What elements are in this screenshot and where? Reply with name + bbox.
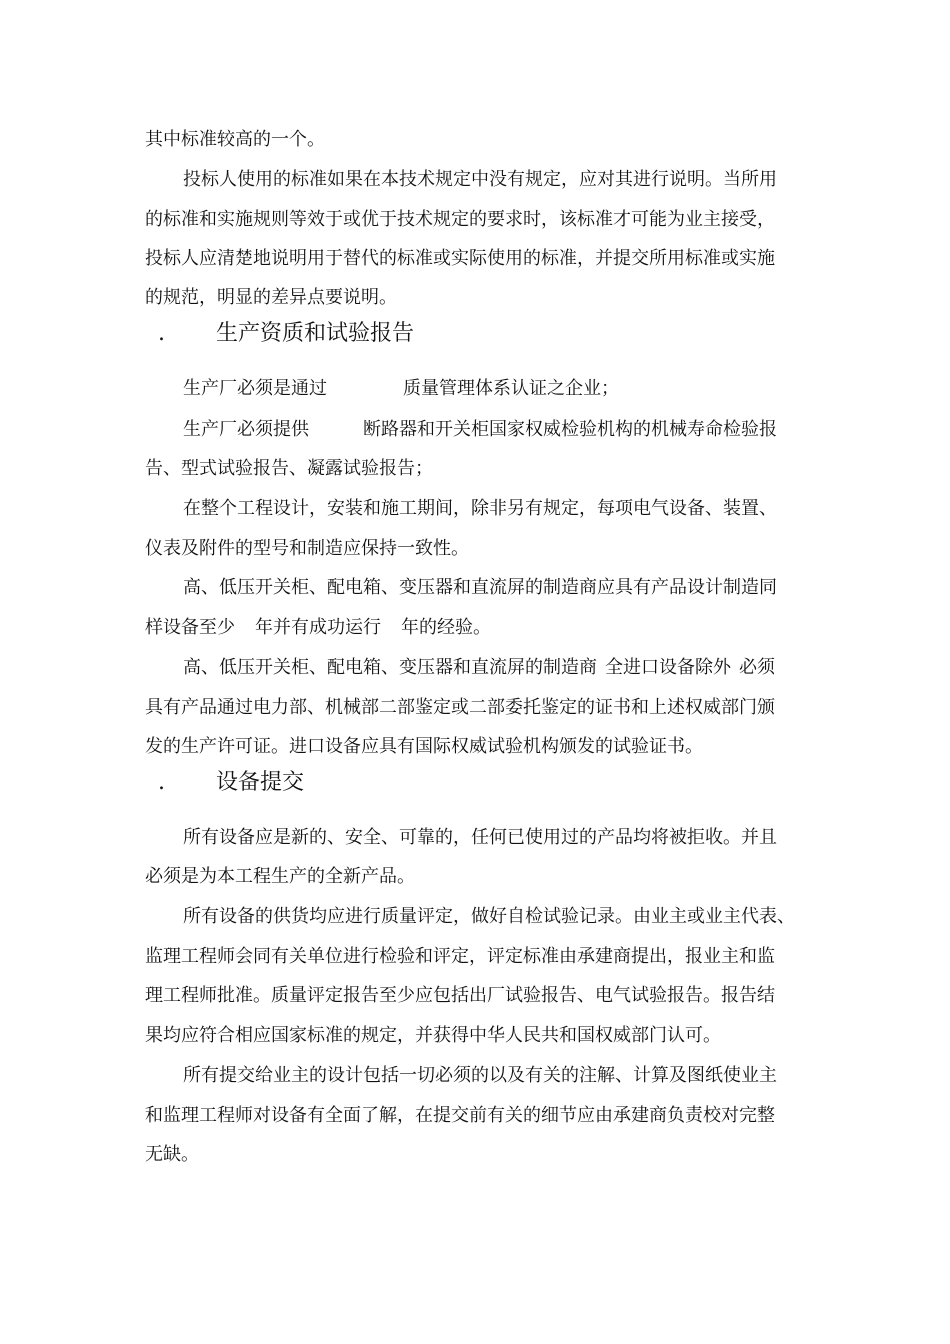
paragraph-line: 投标人应清楚地说明用于替代的标准或实际使用的标准，并提交所用标准或实施 <box>145 248 775 269</box>
paragraph-line: 具有产品通过电力部、机械部二部鉴定或二部委托鉴定的证书和上述权威部门颁 <box>145 697 775 718</box>
text-segment: 样设备至少 <box>145 617 235 638</box>
paragraph-line <box>145 616 491 640</box>
paragraph-line: 投标人使用的标准如果在本技术规定中没有规定，应对其进行说明。当所用 <box>183 169 777 190</box>
paragraph-line: 的规范，明显的差异点要说明。 <box>145 287 397 308</box>
paragraph-line: 和监理工程师对设备有全面了解，在提交前有关的细节应由承建商负责校对完整 <box>145 1105 775 1126</box>
paragraph-line: 仪表及附件的型号和制造应保持一致性。 <box>145 538 469 559</box>
text-segment: 必须 <box>739 657 775 678</box>
section-number: . <box>158 321 165 346</box>
paragraph-line: 发的生产许可证。进口设备应具有国际权威试验机构颁发的试验证书。 <box>145 736 703 757</box>
text-segment: 年并有成功运行 <box>255 617 381 638</box>
section-title: 生产资质和试验报告 <box>216 321 415 346</box>
section-number: . <box>158 770 165 795</box>
text-segment: 质量管理体系认证之企业； <box>403 378 619 399</box>
paragraph-line: 所有设备的供货均应进行质量评定，做好自检试验记录。由业主或业主代表、 <box>183 906 795 927</box>
section-heading-qualification <box>158 320 414 348</box>
paragraph-line: 必须是为本工程生产的全新产品。 <box>145 866 415 887</box>
paragraph-line: 理工程师批准。质量评定报告至少应包括出厂试验报告、电气试验报告。报告结 <box>145 985 775 1006</box>
paragraph-line <box>183 377 619 401</box>
paragraph-line <box>183 418 777 442</box>
paragraph-line: 所有提交给业主的设计包括一切必须的以及有关的注解、计算及图纸使业主 <box>183 1065 777 1086</box>
paragraph-line: 其中标准较高的一个。 <box>145 129 325 150</box>
section-heading-delivery <box>158 769 304 797</box>
paragraph-line: 果均应符合相应国家标准的规定，并获得中华人民共和国权威部门认可。 <box>145 1025 721 1046</box>
text-segment: 年的经验。 <box>401 617 491 638</box>
paragraph-line: 告、型式试验报告、凝露试验报告； <box>145 458 433 479</box>
paragraph-line: 高、低压开关柜、配电箱、变压器和直流屏的制造商应具有产品设计制造同 <box>183 577 777 598</box>
paragraph-line: 的标准和实施规则等效于或优于技术规定的要求时，该标准才可能为业主接受， <box>145 209 775 230</box>
paragraph-line: 无缺。 <box>145 1144 199 1165</box>
paragraph-line: 在整个工程设计，安装和施工期间，除非另有规定，每项电气设备、装置、 <box>183 498 777 519</box>
text-segment: 全进口设备除外 <box>605 657 731 678</box>
text-segment: 高、低压开关柜、配电箱、变压器和直流屏的制造商 <box>183 657 597 678</box>
paragraph-line <box>183 656 775 680</box>
text-segment: 生产厂必须提供 <box>183 419 309 440</box>
section-title: 设备提交 <box>216 770 305 795</box>
paragraph-line: 所有设备应是新的、安全、可靠的，任何已使用过的产品均将被拒收。并且 <box>183 827 777 848</box>
paragraph-line: 监理工程师会同有关单位进行检验和评定，评定标准由承建商提出，报业主和监 <box>145 946 775 967</box>
text-segment: 断路器和开关柜国家权威检验机构的机械寿命检验报 <box>363 419 777 440</box>
text-segment: 生产厂必须是通过 <box>183 378 327 399</box>
